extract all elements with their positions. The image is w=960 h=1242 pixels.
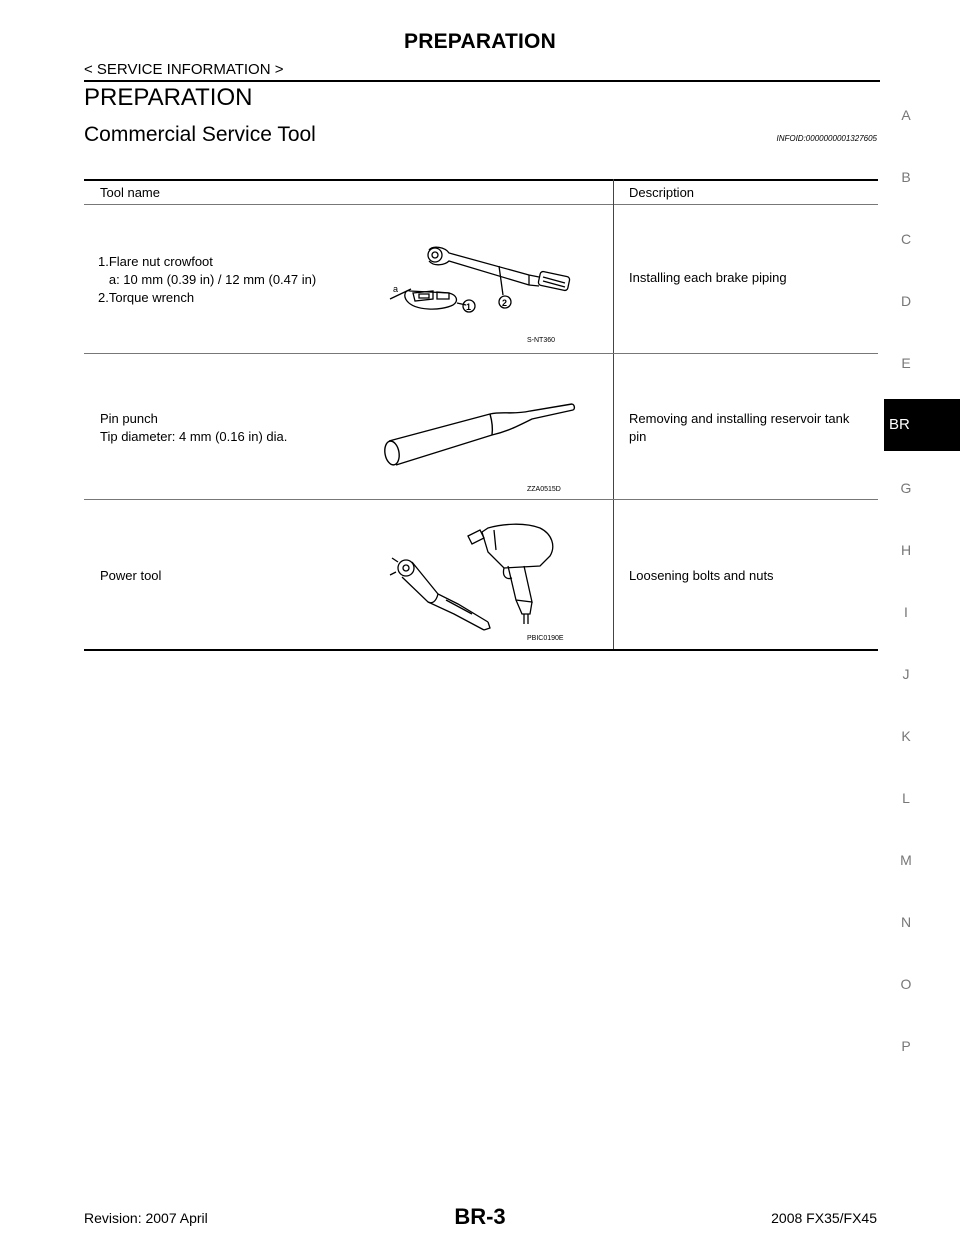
side-index-item-e[interactable]: E xyxy=(901,355,911,371)
figure-code: ZZA0515D xyxy=(527,486,561,493)
description-cell xyxy=(629,567,774,585)
column-header-description: Description xyxy=(629,185,695,200)
subsection-title: Commercial Service Tool xyxy=(84,123,316,146)
description-cell xyxy=(629,410,849,446)
side-index-item-d[interactable]: D xyxy=(900,293,912,309)
description-line: Loosening bolts and nuts xyxy=(629,568,774,583)
side-index-item-br-active[interactable]: BR xyxy=(884,399,960,451)
footer-model: 2008 FX35/FX45 xyxy=(771,1210,877,1226)
description-line: pin xyxy=(629,429,647,444)
flare-nut-crowfoot-torque-wrench-icon xyxy=(389,241,574,321)
footer-page-number: BR-3 xyxy=(454,1204,506,1229)
tool-name-line: a: 10 mm (0.39 in) / 12 mm (0.47 in) xyxy=(98,272,317,287)
callout-a: a xyxy=(393,284,399,294)
callout-1: 1 xyxy=(466,302,472,312)
column-divider xyxy=(613,179,614,651)
pin-punch-icon xyxy=(380,401,576,473)
section-title: PREPARATION xyxy=(84,84,253,111)
row-rule xyxy=(84,499,878,500)
side-index-item-g[interactable]: G xyxy=(900,480,912,496)
side-index-item-k[interactable]: K xyxy=(901,728,911,744)
side-index-item-p[interactable]: P xyxy=(901,1038,911,1054)
side-index-item-j[interactable]: J xyxy=(902,666,910,682)
table-bottom-rule xyxy=(84,649,878,651)
callout-2: 2 xyxy=(502,298,508,308)
description-line: Installing each brake piping xyxy=(629,270,787,285)
header-rule xyxy=(84,80,880,82)
description-cell xyxy=(629,269,787,287)
page-header-title: PREPARATION xyxy=(404,30,556,53)
side-index-item-h[interactable]: H xyxy=(900,542,912,558)
tool-name-line: 1.Flare nut crowfoot xyxy=(98,254,213,269)
figure-code: S-NT360 xyxy=(527,337,556,344)
side-index-item-i[interactable]: I xyxy=(904,604,908,620)
row-rule xyxy=(84,353,878,354)
side-index xyxy=(884,0,960,1242)
footer-revision: Revision: 2007 April xyxy=(84,1210,208,1226)
side-index-item-l[interactable]: L xyxy=(902,790,910,806)
tool-name-cell xyxy=(98,253,316,307)
figure-code: PBIC0190E xyxy=(527,635,564,642)
tool-name-line: Power tool xyxy=(100,568,162,583)
side-index-item-o[interactable]: O xyxy=(900,976,912,992)
description-line: Removing and installing reservoir tank xyxy=(629,411,850,426)
tool-name-cell xyxy=(100,567,161,585)
tool-name-line: Tip diameter: 4 mm (0.16 in) dia. xyxy=(100,429,288,444)
power-tool-icon xyxy=(384,522,564,632)
tool-name-cell xyxy=(100,410,287,446)
table-top-rule xyxy=(84,179,878,181)
info-id: INFOID:0000000001327605 xyxy=(776,134,877,143)
side-index-item-b[interactable]: B xyxy=(901,169,911,185)
tool-name-line: 2.Torque wrench xyxy=(98,290,195,305)
side-index-item-a[interactable]: A xyxy=(901,107,911,123)
side-index-item-c[interactable]: C xyxy=(900,231,912,247)
side-index-item-m[interactable]: M xyxy=(900,852,912,868)
header-rule-bottom xyxy=(84,204,878,205)
breadcrumb: < SERVICE INFORMATION > xyxy=(84,61,284,78)
tool-name-line: Pin punch xyxy=(100,411,158,426)
side-index-item-n[interactable]: N xyxy=(900,914,912,930)
column-header-tool-name: Tool name xyxy=(100,185,160,200)
